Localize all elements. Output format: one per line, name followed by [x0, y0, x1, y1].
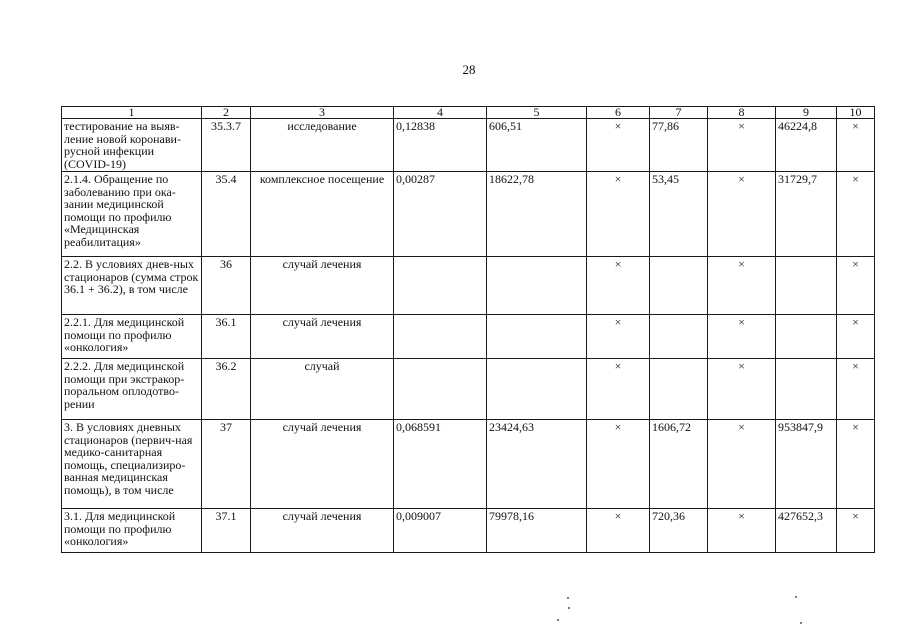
- cross-mark-cell: ×: [587, 119, 650, 172]
- cross-mark-cell: ×: [587, 172, 650, 257]
- cross-mark-cell: ×: [587, 257, 650, 315]
- value-cell: [776, 257, 837, 315]
- row-name-cell: тестирование на выяв-ление новой коронави-русной инфекции (COVID-19): [62, 119, 202, 172]
- cross-mark-cell: ×: [708, 509, 776, 553]
- cross-mark-cell: ×: [708, 119, 776, 172]
- column-header: 2: [202, 107, 251, 119]
- cross-mark-cell: ×: [837, 172, 875, 257]
- row-name-cell: 3. В условиях дневных стационаров (первич-ная медико-санитарная помощь, специализиро-ванная медицинская помощь), в том числе: [62, 420, 202, 509]
- value-cell: 720,36: [650, 509, 708, 553]
- value-cell: 0,00287: [394, 172, 487, 257]
- column-header: 4: [394, 107, 487, 119]
- scan-speck: [795, 596, 797, 598]
- value-cell: [487, 257, 587, 315]
- row-code-cell: 37.1: [202, 509, 251, 553]
- scan-speck: [568, 607, 570, 609]
- cross-mark-cell: ×: [587, 420, 650, 509]
- value-cell: 31729,7: [776, 172, 837, 257]
- value-cell: 1606,72: [650, 420, 708, 509]
- page-number: 28: [462, 62, 476, 77]
- table-row: [62, 257, 875, 315]
- cross-mark-cell: ×: [708, 420, 776, 509]
- row-name-cell: 2.2. В условиях днев-ных стационаров (сумма строк 36.1 + 36.2), в том числе: [62, 257, 202, 315]
- value-cell: [487, 315, 587, 359]
- value-cell: 79978,16: [487, 509, 587, 553]
- value-cell: [487, 359, 587, 420]
- value-cell: 23424,63: [487, 420, 587, 509]
- column-header: 10: [837, 107, 875, 119]
- cross-mark-cell: ×: [708, 315, 776, 359]
- value-cell: 953847,9: [776, 420, 837, 509]
- unit-cell: случай лечения: [251, 509, 394, 553]
- column-header: 5: [487, 107, 587, 119]
- column-header: 9: [776, 107, 837, 119]
- value-cell: 0,009007: [394, 509, 487, 553]
- cross-mark-cell: ×: [837, 359, 875, 420]
- value-cell: [650, 315, 708, 359]
- row-name-cell: 3.1. Для медицинской помощи по профилю «онкология»: [62, 509, 202, 553]
- cross-mark-cell: ×: [837, 257, 875, 315]
- unit-cell: случай лечения: [251, 420, 394, 509]
- row-code-cell: 36: [202, 257, 251, 315]
- table-row: [62, 315, 875, 359]
- value-cell: [776, 315, 837, 359]
- table-row: [62, 420, 875, 509]
- row-name-cell: 2.2.2. Для медицинской помощи при экстракор-поральном оплодотво-рении: [62, 359, 202, 420]
- cross-mark-cell: ×: [587, 359, 650, 420]
- value-cell: [394, 359, 487, 420]
- value-cell: [650, 359, 708, 420]
- cross-mark-cell: ×: [587, 509, 650, 553]
- row-code-cell: 37: [202, 420, 251, 509]
- cross-mark-cell: ×: [708, 172, 776, 257]
- table-row: [62, 359, 875, 420]
- column-header: 3: [251, 107, 394, 119]
- column-header: 7: [650, 107, 708, 119]
- row-code-cell: 35.3.7: [202, 119, 251, 172]
- header-row: [62, 107, 875, 119]
- cross-mark-cell: ×: [587, 315, 650, 359]
- value-cell: 53,45: [650, 172, 708, 257]
- cross-mark-cell: ×: [837, 119, 875, 172]
- table-row: [62, 172, 875, 257]
- column-header: 6: [587, 107, 650, 119]
- value-cell: [394, 257, 487, 315]
- unit-cell: комплексное посещение: [251, 172, 394, 257]
- value-cell: 46224,8: [776, 119, 837, 172]
- cross-mark-cell: ×: [837, 420, 875, 509]
- row-code-cell: 35.4: [202, 172, 251, 257]
- value-cell: 77,86: [650, 119, 708, 172]
- table-row: [62, 119, 875, 172]
- cross-mark-cell: ×: [708, 359, 776, 420]
- row-name-cell: 2.2.1. Для медицинской помощи по профилю «онкология»: [62, 315, 202, 359]
- unit-cell: случай лечения: [251, 257, 394, 315]
- row-code-cell: 36.2: [202, 359, 251, 420]
- unit-cell: исследование: [251, 119, 394, 172]
- value-cell: 18622,78: [487, 172, 587, 257]
- data-table: [61, 106, 875, 553]
- value-cell: [650, 257, 708, 315]
- column-header: 1: [62, 107, 202, 119]
- scan-speck: [557, 619, 559, 621]
- unit-cell: случай лечения: [251, 315, 394, 359]
- unit-cell: случай: [251, 359, 394, 420]
- value-cell: [776, 359, 837, 420]
- scan-speck: [800, 622, 802, 624]
- value-cell: 427652,3: [776, 509, 837, 553]
- scan-speck: [567, 597, 569, 599]
- cross-mark-cell: ×: [708, 257, 776, 315]
- row-name-cell: 2.1.4. Обращение по заболеванию при ока-зании медицинской помощи по профилю «Медицинская реабилитация»: [62, 172, 202, 257]
- value-cell: [394, 315, 487, 359]
- row-code-cell: 36.1: [202, 315, 251, 359]
- column-header: 8: [708, 107, 776, 119]
- cross-mark-cell: ×: [837, 315, 875, 359]
- value-cell: 0,068591: [394, 420, 487, 509]
- value-cell: 606,51: [487, 119, 587, 172]
- table-row: [62, 509, 875, 553]
- cross-mark-cell: ×: [837, 509, 875, 553]
- value-cell: 0,12838: [394, 119, 487, 172]
